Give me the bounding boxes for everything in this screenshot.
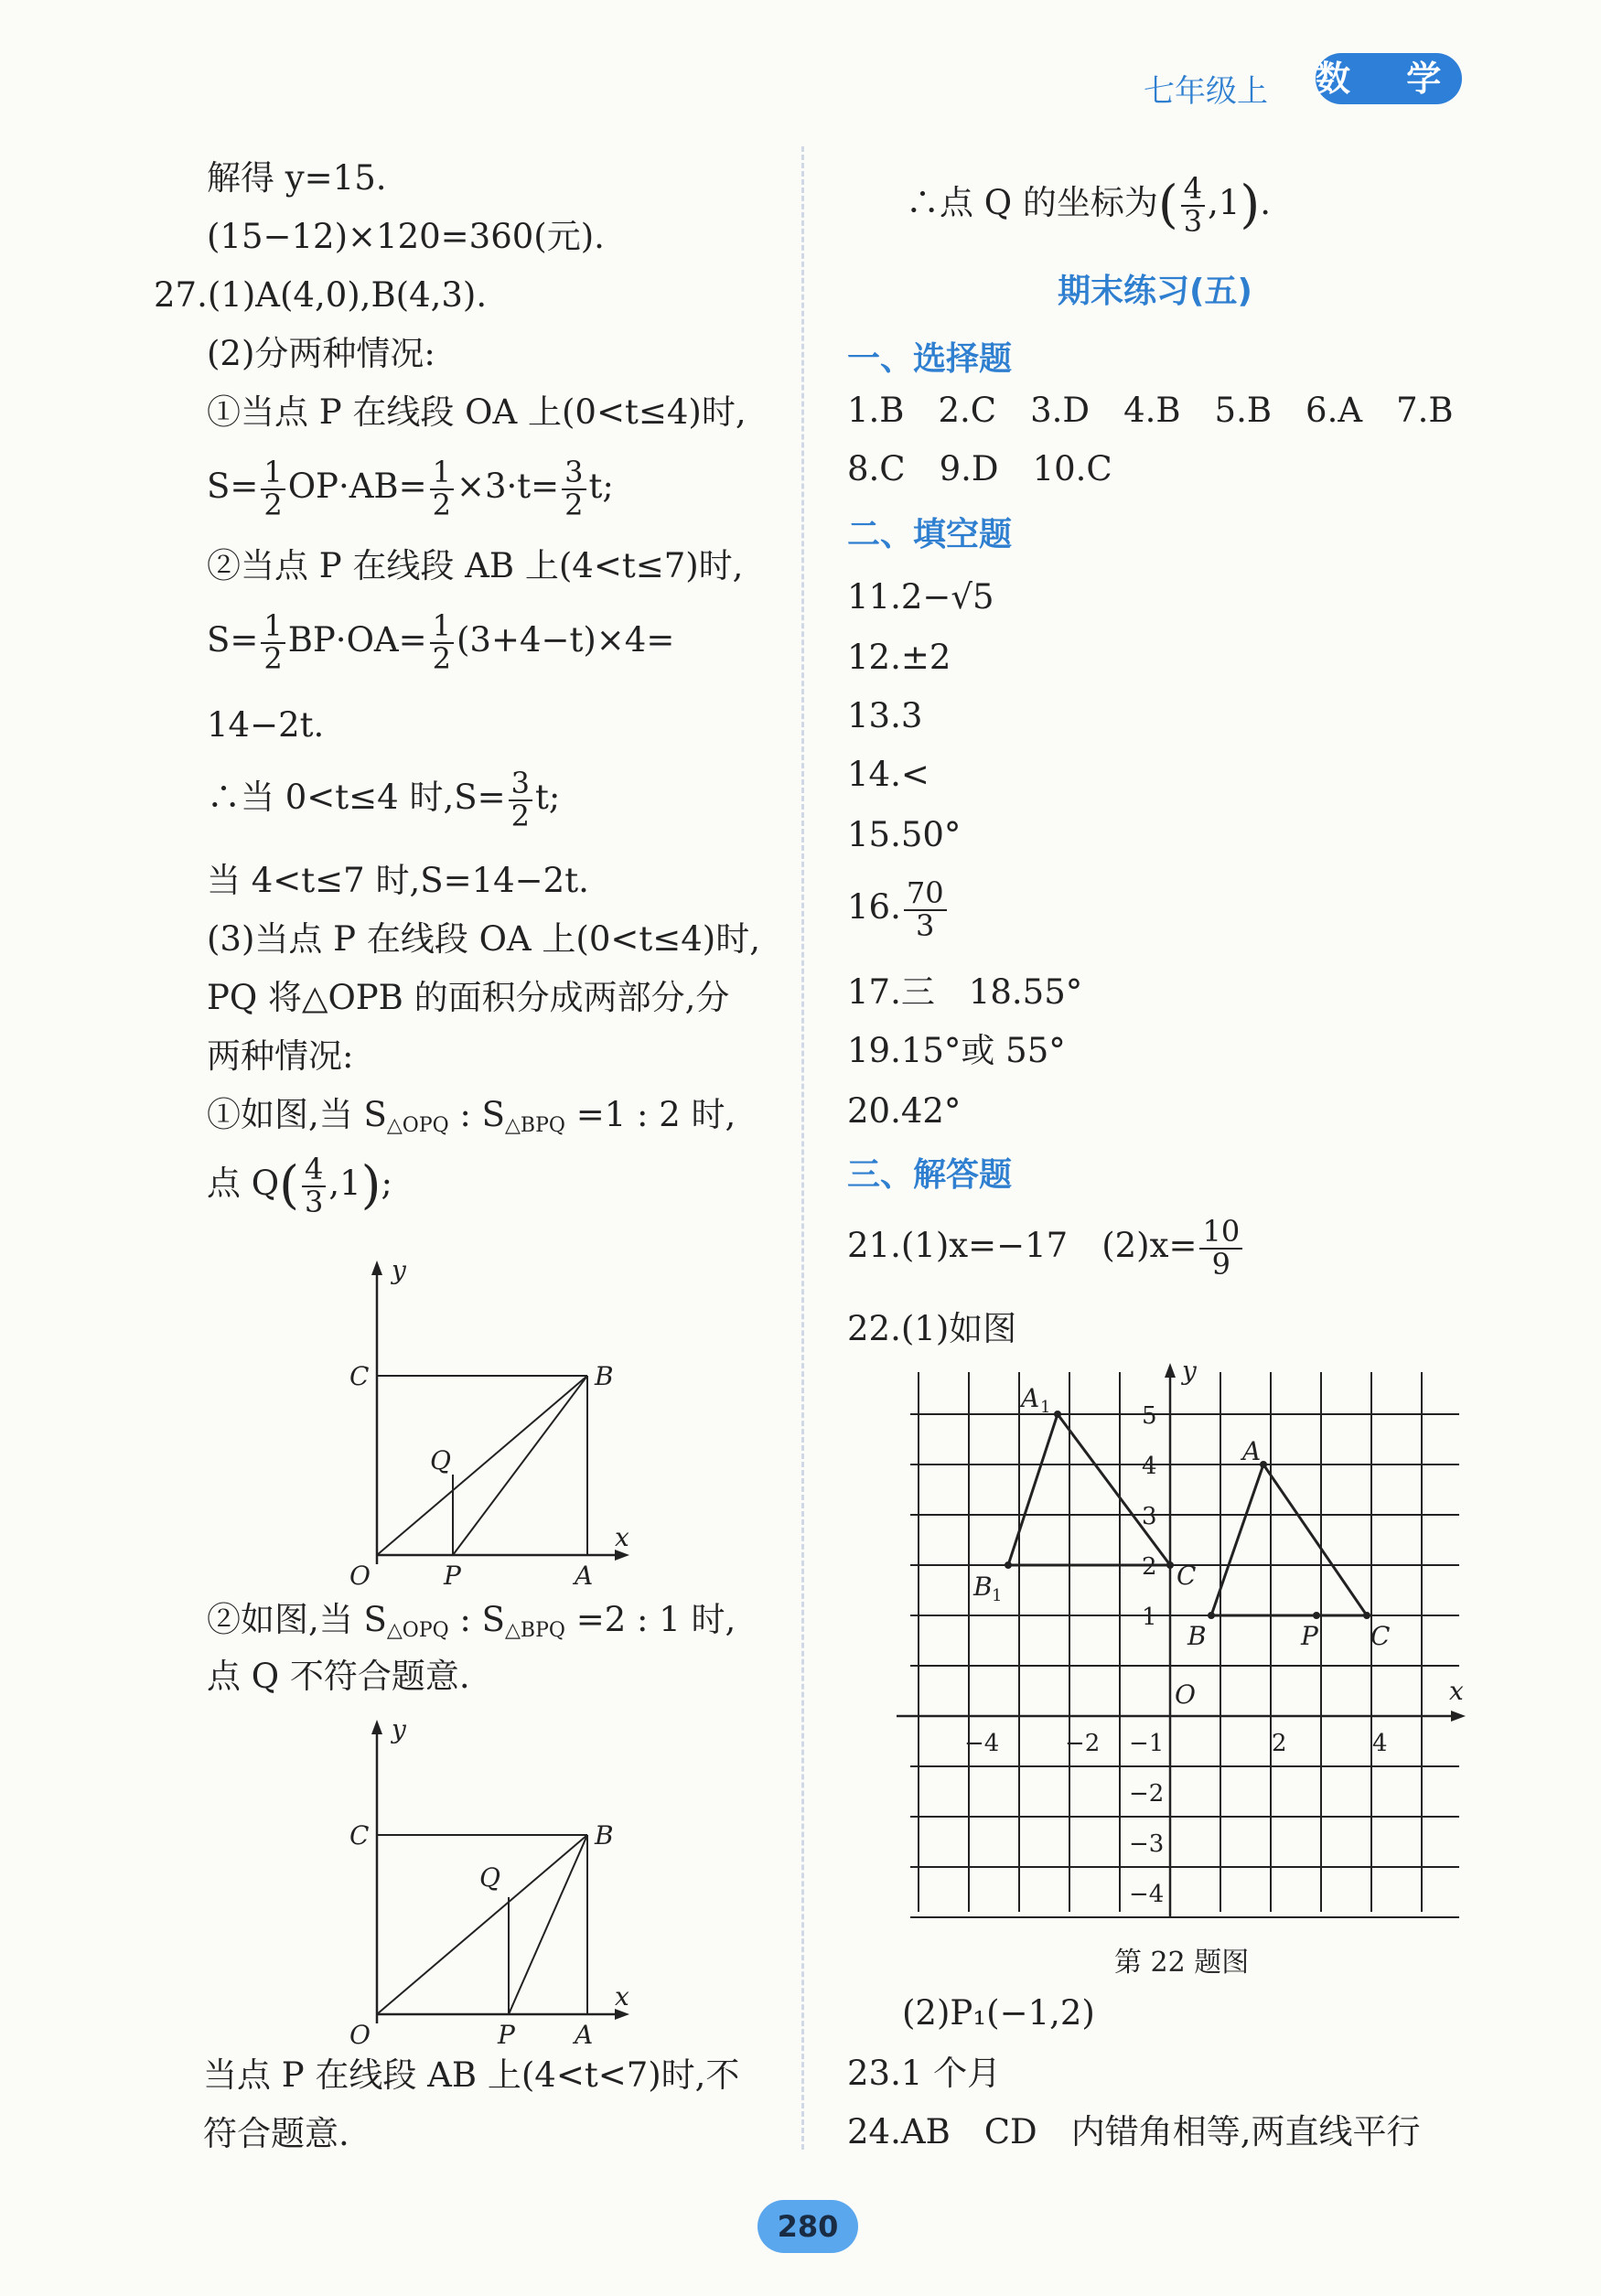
fill-answer-19: 19.15°或 55° xyxy=(847,1031,1066,1070)
left-line-5: ①当点 P 在线段 OA 上(0<t≤4)时, xyxy=(207,392,747,432)
fraction: $\frac{1}{2}$ xyxy=(261,457,285,520)
fill-answer-15: 15.50° xyxy=(847,815,962,854)
fraction: $\frac{4}{3}$ xyxy=(302,1154,326,1218)
fig1-label-b: B xyxy=(595,1361,614,1391)
fig2-label-o: O xyxy=(349,2020,371,2050)
figure-2 xyxy=(329,1712,659,2051)
section-title: 期末练习(五) xyxy=(1058,273,1252,310)
y-tick: 3 xyxy=(1142,1503,1157,1530)
fraction: $\frac{1}{2}$ xyxy=(261,611,285,674)
fill-answer-14: 14.< xyxy=(847,755,929,794)
solve-answer-22: 22.(1)如图 xyxy=(847,1309,1017,1348)
fig2-label-p: P xyxy=(498,2020,515,2050)
left-line-15: ①如图,当 $S_{\triangle OPQ}$ : $S_{\triangle BPQ} =1$ : 2 时, xyxy=(207,1095,736,1137)
grid-label-a1-sub: 1 xyxy=(1040,1398,1051,1417)
fig1-x-label: x xyxy=(615,1522,629,1552)
grid-label-p: P xyxy=(1301,1621,1318,1651)
left-line-11: 当 4<t≤7 时,S=14−2t. xyxy=(207,861,589,900)
fraction: $\frac{1}{2}$ xyxy=(430,611,454,674)
fig1-label-c: C xyxy=(349,1361,370,1391)
heading-fill: 二、填空题 xyxy=(847,516,1013,553)
x-tick: −4 xyxy=(964,1730,1000,1757)
choice-answers-2: 8.C 9.D 10.C xyxy=(847,449,1112,488)
left-line-2: (15−12)×120=360(元). xyxy=(207,217,605,256)
y-tick: −3 xyxy=(1129,1830,1165,1858)
fraction: $\frac{4}{3}$ xyxy=(1181,174,1205,237)
grid-label-a1: A xyxy=(1021,1383,1040,1413)
left-line-19: 当点 P 在线段 AB 上(4<t<7)时,不 xyxy=(203,2055,740,2095)
fraction: $\frac{3}{2}$ xyxy=(562,457,586,520)
page-number: 280 xyxy=(758,2200,858,2253)
fill-answer-16: 16. $\frac{70}{3}$ xyxy=(847,878,950,941)
figure-caption: 第 22 题图 xyxy=(1114,1947,1250,1979)
header-grade: 七年级上 xyxy=(1144,73,1268,110)
y-tick: −2 xyxy=(1129,1780,1165,1808)
fraction: $\frac{1}{2}$ xyxy=(430,457,454,520)
fraction: $\frac{70}{3}$ xyxy=(904,878,947,941)
left-line-13: PQ 将△OPB 的面积分成两部分,分 xyxy=(207,978,730,1017)
grid-x-label: x xyxy=(1449,1676,1464,1706)
fraction: $\frac{3}{2}$ xyxy=(509,768,532,831)
left-line-9: 14−2t. xyxy=(207,705,325,745)
left-line-1: 解得 y=15. xyxy=(207,158,387,198)
y-tick: 4 xyxy=(1142,1453,1157,1480)
left-line-14: 两种情况: xyxy=(207,1036,354,1076)
solve-answer-22-2: (2)P₁(−1,2) xyxy=(902,1993,1095,2033)
fill-answer-17-18: 17.三 18.55° xyxy=(847,972,1083,1012)
solve-answer-24: 24.AB CD 内错角相等,两直线平行 xyxy=(847,2112,1421,2151)
fraction: $\frac{10}{9}$ xyxy=(1199,1217,1242,1280)
left-line-8: S= $\frac{1}{2}$ BP·OA= $\frac{1}{2}$ (3+4−t)×4= xyxy=(207,608,675,676)
fill-answer-11: 11.2−√5 xyxy=(847,577,994,617)
left-line-18: 点 Q 不符合题意. xyxy=(207,1657,470,1696)
grid-label-b: B xyxy=(1187,1621,1207,1651)
x-tick: −2 xyxy=(1065,1730,1101,1757)
fig2-x-label: x xyxy=(615,1981,629,2012)
left-line-17: ②如图,当 $S_{\triangle OPQ}$ : $S_{\triangle BPQ} =2$ : 1 时, xyxy=(207,1600,736,1642)
grid-origin-label: O xyxy=(1175,1679,1196,1710)
fig1-label-p: P xyxy=(444,1561,461,1591)
fill-answer-20: 20.42° xyxy=(847,1091,962,1131)
grid-label-b1-sub: 1 xyxy=(992,1586,1003,1605)
left-line-3: 27.(1)A(4,0),B(4,3). xyxy=(154,275,488,315)
fig2-y-label: y xyxy=(392,1714,406,1744)
left-line-20: 符合题意. xyxy=(203,2114,349,2153)
left-line-6: S= $\frac{1}{2}$ OP·AB= $\frac{1}{2}$ ×3·t= $\frac{3}{2}$ t; xyxy=(207,455,614,522)
fig1-label-o: O xyxy=(349,1561,371,1591)
grid-label-a: A xyxy=(1242,1436,1262,1466)
grid-label-c-upper: C xyxy=(1177,1561,1197,1591)
fill-answer-13: 13.3 xyxy=(847,696,923,735)
grid-label-b1: B xyxy=(973,1572,993,1602)
x-tick: 4 xyxy=(1372,1730,1388,1757)
y-tick: −4 xyxy=(1129,1881,1165,1908)
grid-y-label: y xyxy=(1182,1356,1197,1386)
fig2-label-q: Q xyxy=(479,1862,500,1893)
grid-label-c: C xyxy=(1370,1621,1391,1651)
left-line-4: (2)分两种情况: xyxy=(207,334,435,373)
heading-solve: 三、解答题 xyxy=(847,1156,1013,1194)
choice-answers-1: 1.B 2.C 3.D 4.B 5.B 6.A 7.B xyxy=(847,391,1454,430)
subject-badge: 数 学 xyxy=(1316,53,1462,104)
solve-answer-23: 23.1 个月 xyxy=(847,2054,1002,2093)
solve-answer-21: 21.(1)x=−17 (2)x= $\frac{10}{9}$ xyxy=(847,1217,1245,1280)
grid-figure xyxy=(897,1354,1482,1921)
fig1-label-q: Q xyxy=(430,1445,451,1475)
y-tick: 5 xyxy=(1142,1402,1157,1430)
fig2-label-a: A xyxy=(575,2020,594,2050)
y-tick: 1 xyxy=(1142,1604,1157,1631)
fill-answer-12: 12.±2 xyxy=(847,638,951,677)
fig1-label-a: A xyxy=(575,1561,594,1591)
x-tick: 2 xyxy=(1272,1730,1287,1757)
left-line-7: ②当点 P 在线段 AB 上(4<t≤7)时, xyxy=(207,546,744,585)
left-line-16: 点 Q( $\frac{4}{3}$ ,1); xyxy=(207,1152,392,1219)
right-line-1: ∴点 Q 的坐标为( $\frac{4}{3}$ ,1). xyxy=(906,171,1272,239)
fig2-label-c: C xyxy=(349,1820,370,1851)
figure-1 xyxy=(329,1253,659,1592)
heading-choice: 一、选择题 xyxy=(847,340,1013,378)
y-tick: −1 xyxy=(1129,1730,1165,1757)
column-divider xyxy=(801,146,804,2150)
fig1-y-label: y xyxy=(392,1255,406,1285)
fig2-label-b: B xyxy=(595,1820,614,1851)
left-line-12: (3)当点 P 在线段 OA 上(0<t≤4)时, xyxy=(207,919,760,959)
y-tick: 2 xyxy=(1142,1553,1157,1581)
left-line-10: ∴当 0<t≤4 时,S= $\frac{3}{2}$ t; xyxy=(207,766,561,833)
